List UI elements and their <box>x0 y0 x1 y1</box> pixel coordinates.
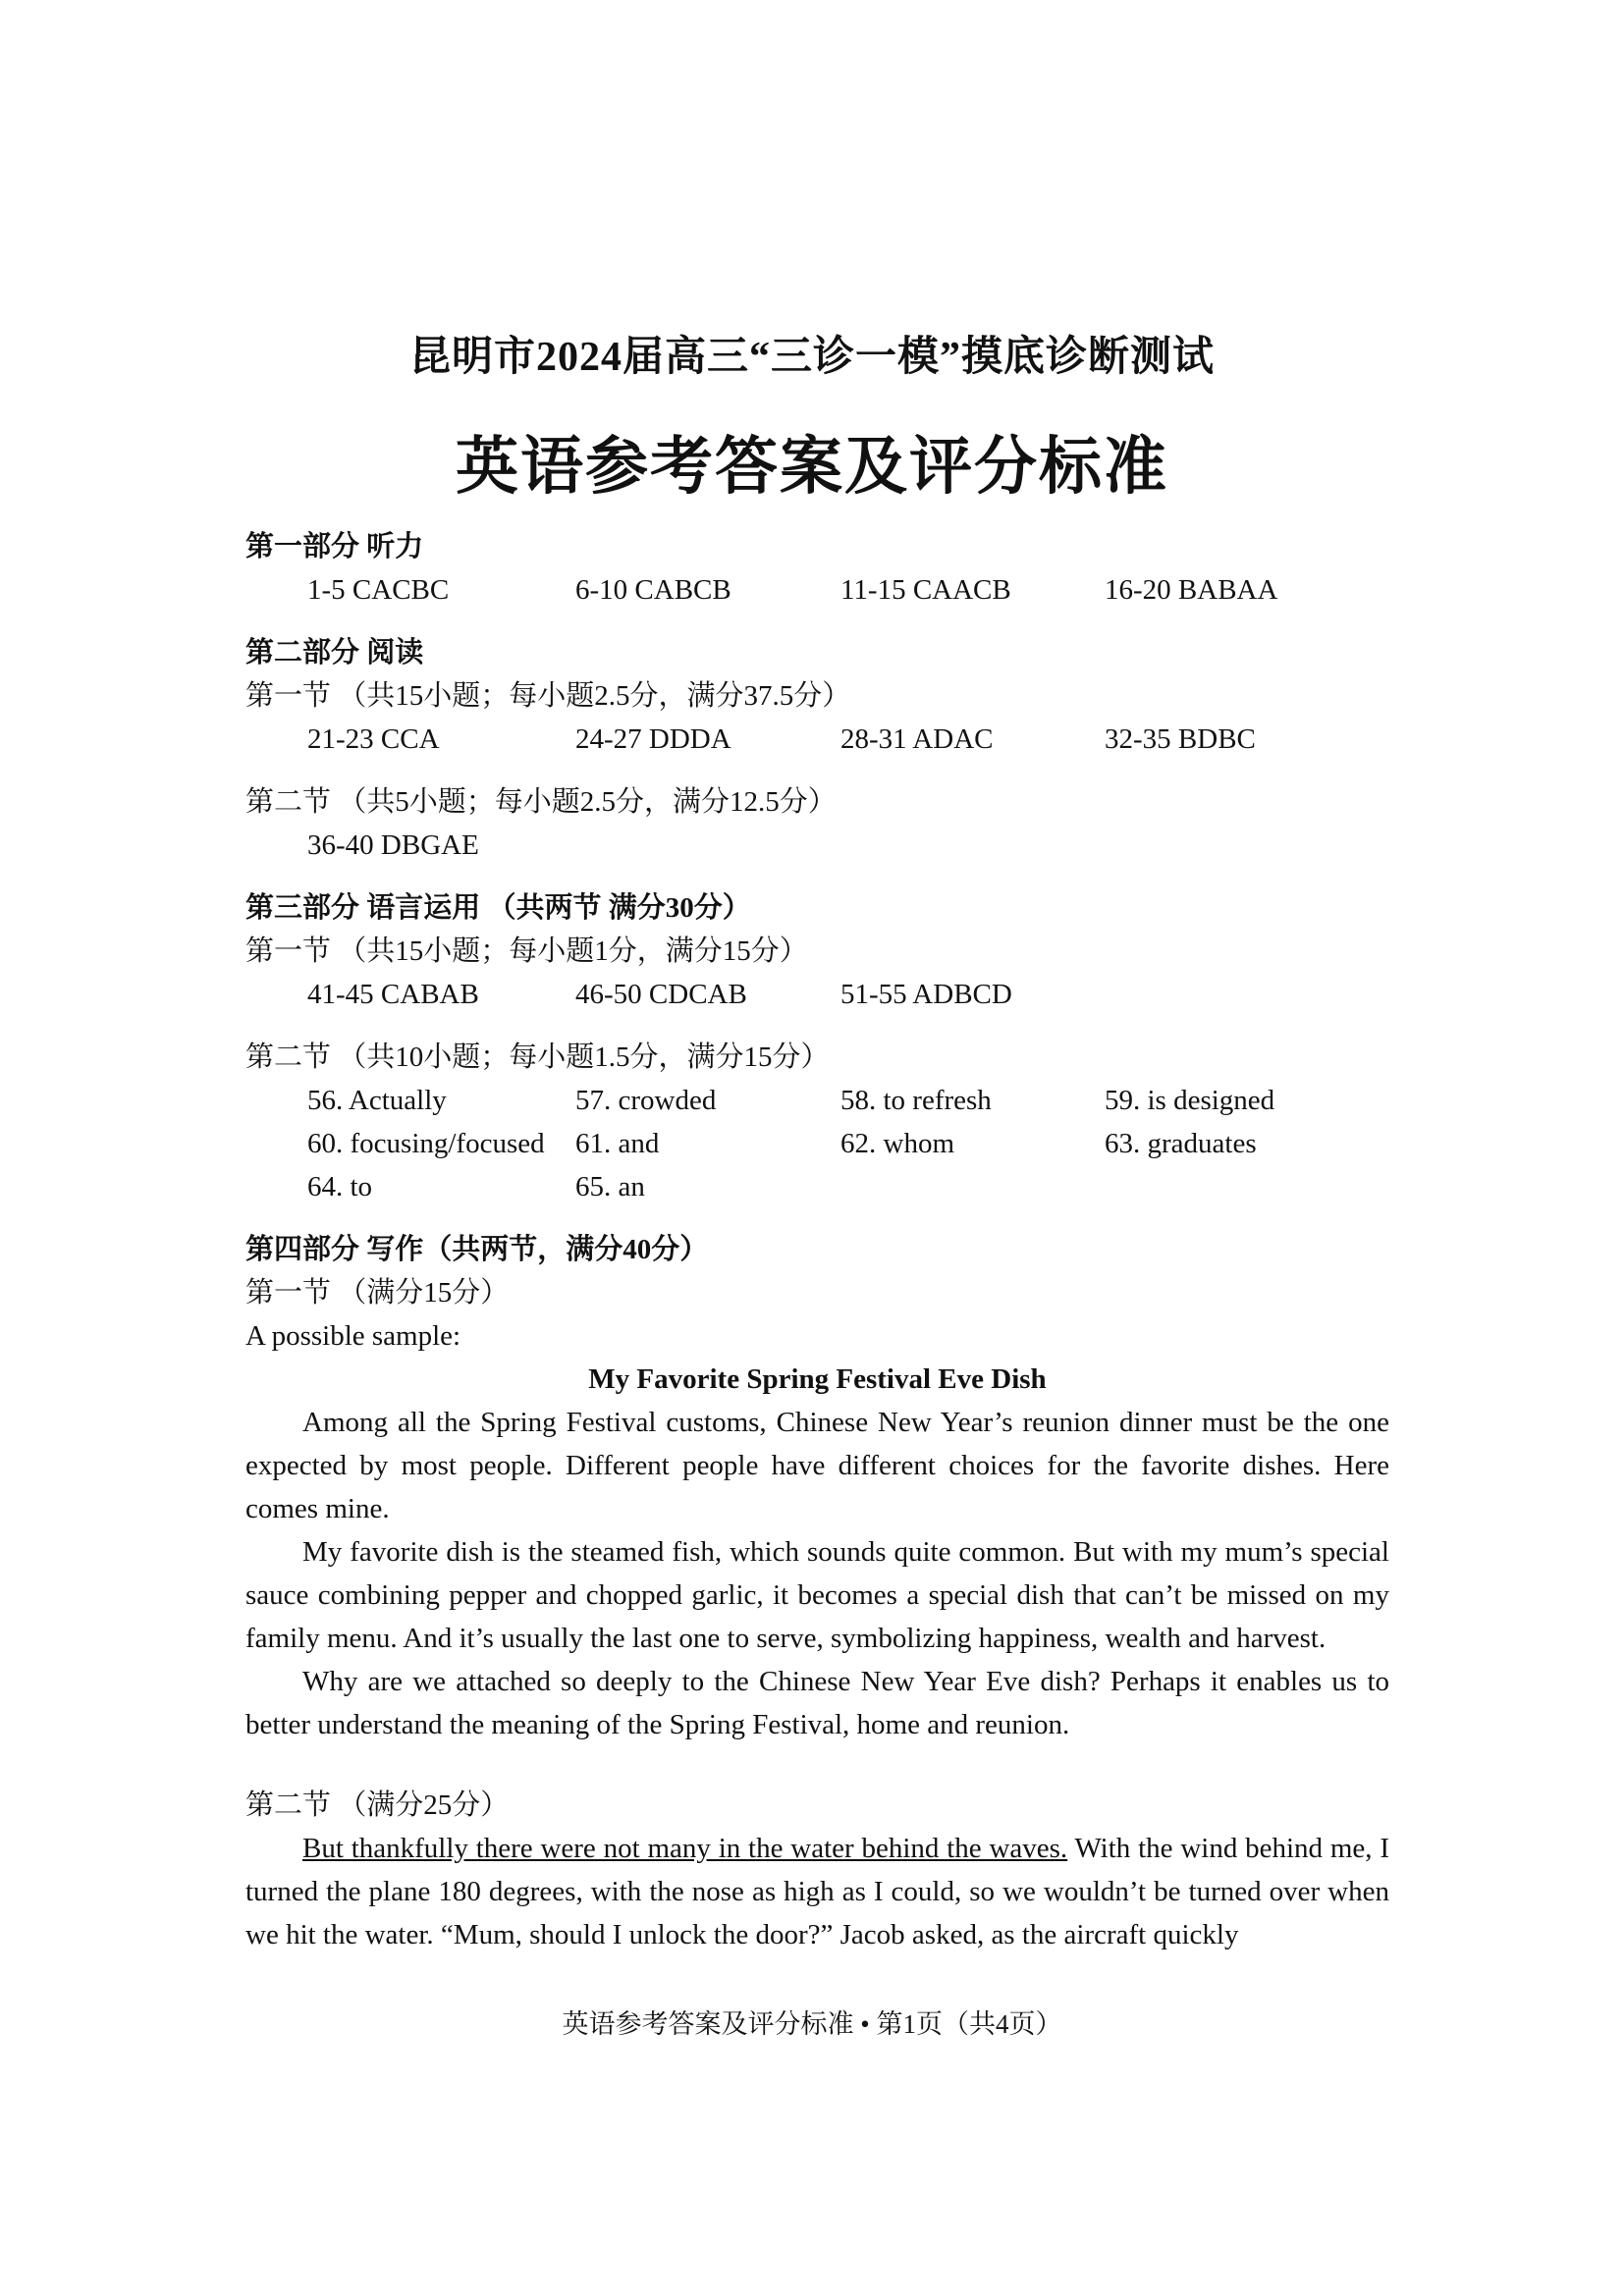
sample-essay-title: My Favorite Spring Festival Eve Dish <box>588 1363 1047 1395</box>
answer-group: 16-20 BABAA <box>1105 574 1278 606</box>
answer-group: 24-27 DDDA <box>575 723 731 755</box>
answer-group: 1-5 CACBC <box>307 574 450 606</box>
part3-sec1-heading: 第一节 （共15小题；每小题1分，满分15分） <box>245 935 808 967</box>
answer-item: 56. Actually <box>307 1085 447 1116</box>
answer-group: 36-40 DBGAE <box>307 829 479 861</box>
answer-item: 62. whom <box>840 1128 954 1159</box>
part2-sec2-heading: 第二节 （共5小题；每小题2.5分，满分12.5分） <box>245 786 837 818</box>
continuation-paragraph <box>245 1827 1389 1956</box>
document-body <box>245 525 1389 1956</box>
answer-group: 46-50 CDCAB <box>575 979 747 1010</box>
part4-sec1-heading: 第一节 （满分15分） <box>245 1277 510 1308</box>
part3-sec1-answers <box>245 973 1389 1016</box>
page-footer: 英语参考答案及评分标准 • 第1页（共4页） <box>562 2009 1062 2039</box>
sample-intro: A possible sample: <box>245 1320 461 1352</box>
part2-sec1-heading: 第一节 （共15小题；每小题2.5分，满分37.5分） <box>245 680 851 712</box>
answer-group: 6-10 CABCB <box>575 574 731 606</box>
answer-item: 63. graduates <box>1105 1128 1257 1159</box>
document-title: 英语参考答案及评分标准 <box>456 432 1168 502</box>
answer-group: 28-31 ADAC <box>840 723 994 755</box>
answer-item: 57. crowded <box>575 1085 717 1116</box>
answer-group: 32-35 BDBC <box>1105 723 1256 755</box>
part4-sec2-heading: 第二节 （满分25分） <box>245 1789 510 1821</box>
sample-paragraph: Among all the Spring Festival customs, Chinese New Year’s reunion dinner must be the one expected by most people. Different people have different choices for the favorite dishes. Here comes mine. <box>245 1407 1389 1524</box>
answer-item: 58. to refresh <box>840 1085 992 1116</box>
answer-group: 21-23 CCA <box>307 723 440 755</box>
answer-item: 65. an <box>575 1171 645 1202</box>
underlined-given-sentence: But thankfully there were not many in the water behind the waves. <box>302 1833 1068 1864</box>
part3-heading: 第三部分 语言运用 （共两节 满分30分） <box>245 892 751 924</box>
answer-group: 41-45 CABAB <box>307 979 479 1010</box>
answer-group: 11-15 CAACB <box>840 574 1011 606</box>
answer-group: 51-55 ADBCD <box>840 979 1012 1010</box>
part2-sec1-answers <box>245 718 1389 761</box>
continuation-text: With the wind behind me, I turned the plane 180 degrees, with the nose as high as I could, so we wouldn’t be turned over when we hit the water. “Mum, should I unlock the door?” Jacob asked, as the aircraft quickly <box>245 1833 1389 1950</box>
sample-paragraph: My favorite dish is the steamed fish, which sounds quite common. But with my mum’s special sauce combining pepper and chopped garlic, it becomes a special dish that can’t be missed on my family menu. And it’s usually the last one to serve, symbolizing happiness, wealth and harvest. <box>245 1536 1389 1654</box>
part2-sec2-answers <box>245 824 1389 867</box>
exam-title: 昆明市2024届高三“三诊一模”摸底诊断测试 <box>408 335 1215 380</box>
part1-answers <box>245 568 1389 612</box>
part4-heading: 第四部分 写作（共两节，满分40分） <box>245 1234 709 1265</box>
part3-sec2-heading: 第二节 （共10小题；每小题1.5分，满分15分） <box>245 1041 830 1073</box>
sample-paragraph: Why are we attached so deeply to the Chinese New Year Eve dish? Perhaps it enables us to better understand the meaning of the Spring Festival, home and reunion. <box>245 1666 1389 1740</box>
answer-item: 60. focusing/focused <box>307 1128 545 1159</box>
part1-heading: 第一部分 听力 <box>245 531 424 562</box>
answer-item: 61. and <box>575 1128 660 1159</box>
answer-item: 64. to <box>307 1171 373 1202</box>
part2-heading: 第二部分 阅读 <box>245 637 424 668</box>
answer-item: 59. is designed <box>1105 1085 1275 1116</box>
part3-sec2-answers <box>245 1079 1389 1208</box>
